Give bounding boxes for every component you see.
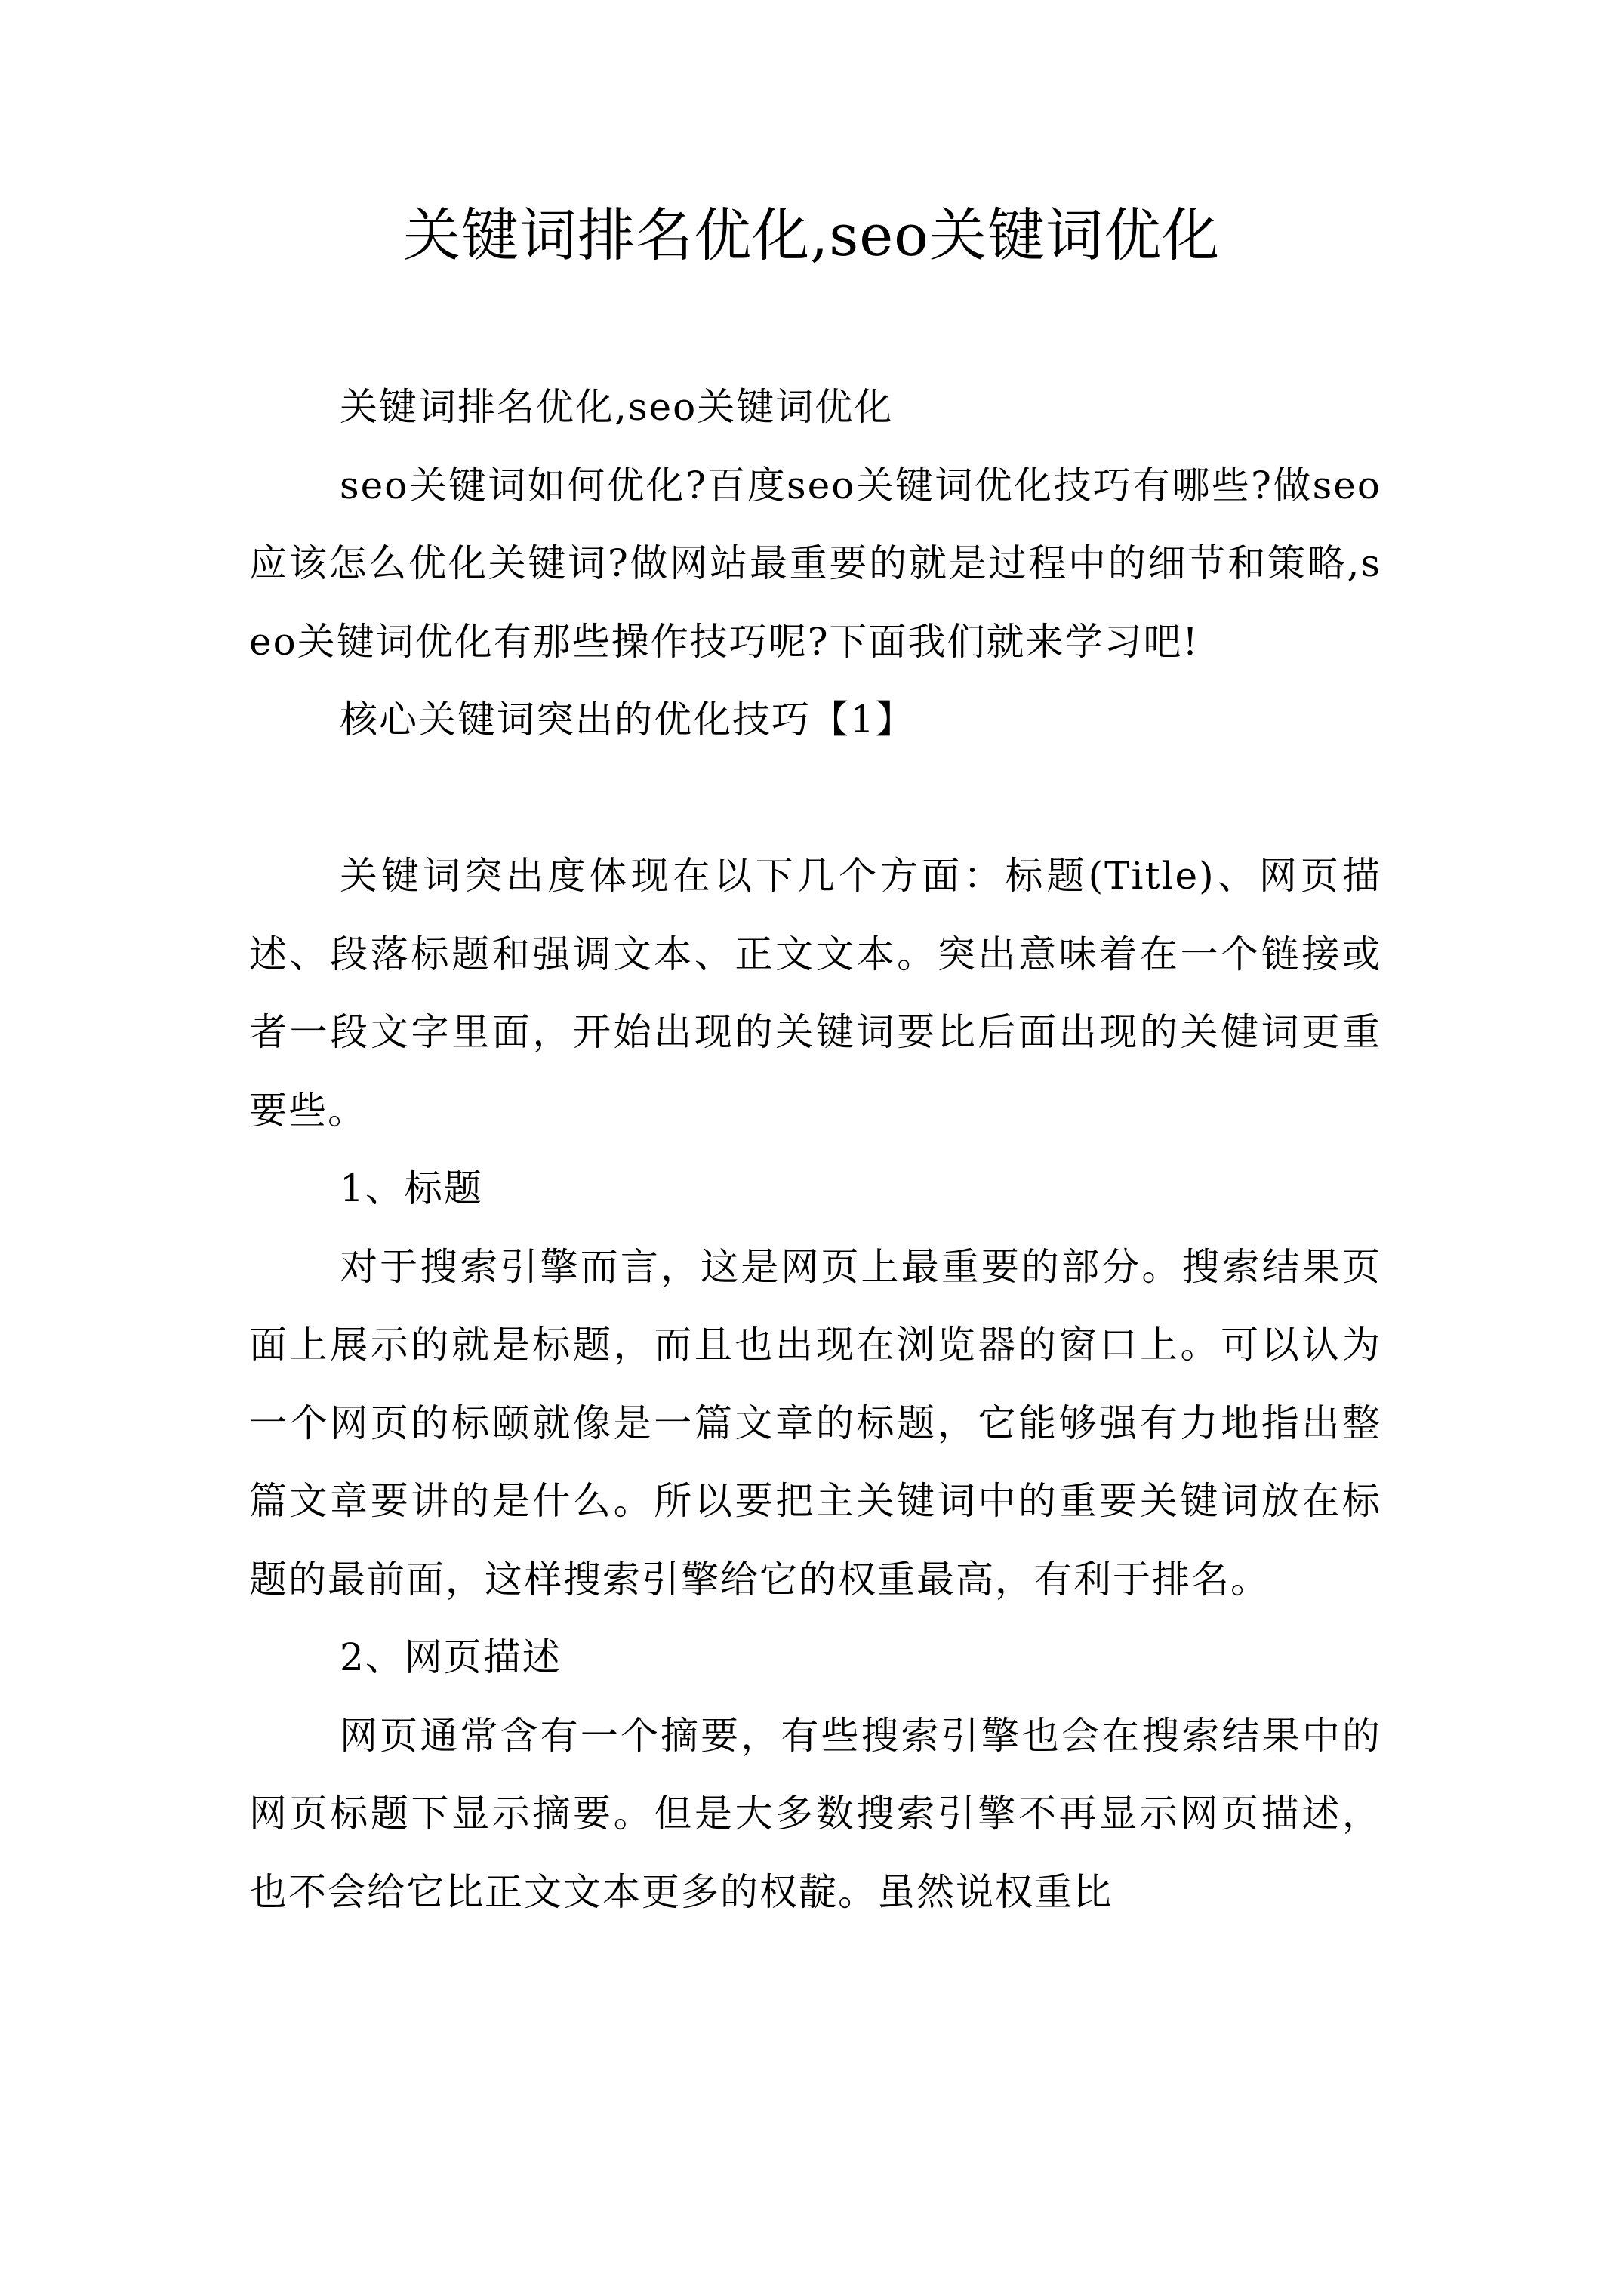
paragraph-heading-repeat: 关键词排名优化,seo关键词优化	[340, 385, 894, 429]
document-body	[249, 368, 1381, 1931]
subheading-page-description: 2、网页描述	[340, 1635, 562, 1679]
paragraph-keyword-prominence: 关键词突出度体现在以下几个方面：标题(Title)、网页描述、段落标题和强调文本、正文文本。突出意味着在一个链接或者一段文字里面，开始出现的关键词要比后面出现的关健词更重要些。	[249, 854, 1381, 1133]
document-title: 关键词排名优化,seo关键词优化	[403, 202, 1220, 269]
subheading-title: 1、标题	[340, 1166, 483, 1210]
paragraph-title-importance: 对于搜索引擎而言，这是网页上最重要的部分。搜索结果页面上展示的就是标题，而且也出现在浏览器的窗口上。可以认为一个网页的标颐就像是一篇文章的标题，它能够强有力地指出整篇文章要讲的是什么。所以要把主关键词中的重要关键词放在标题的最前面，这样搜索引擎给它的权重最高，有利于排名。	[249, 1244, 1381, 1601]
section-heading-core-keywords: 核心关键词突出的优化技巧【1】	[340, 698, 915, 741]
paragraph-intro: seo关键词如何优化?百度seo关键词优化技巧有哪些?做seo应该怎么优化关键词?做网站最重要的就是过程中的细节和策略,seo关键词优化有那些操作技巧呢?下面我们就来学习吧!	[249, 463, 1381, 664]
paragraph-page-description: 网页通常含有一个摘要，有些搜索引擎也会在搜索结果中的网页标题下显示摘要。但是大多数搜索引擎不再显示网页描述，也不会给它比正文文本更多的权靛。虽然说权重比	[249, 1713, 1381, 1914]
blank-line	[249, 760, 1381, 838]
